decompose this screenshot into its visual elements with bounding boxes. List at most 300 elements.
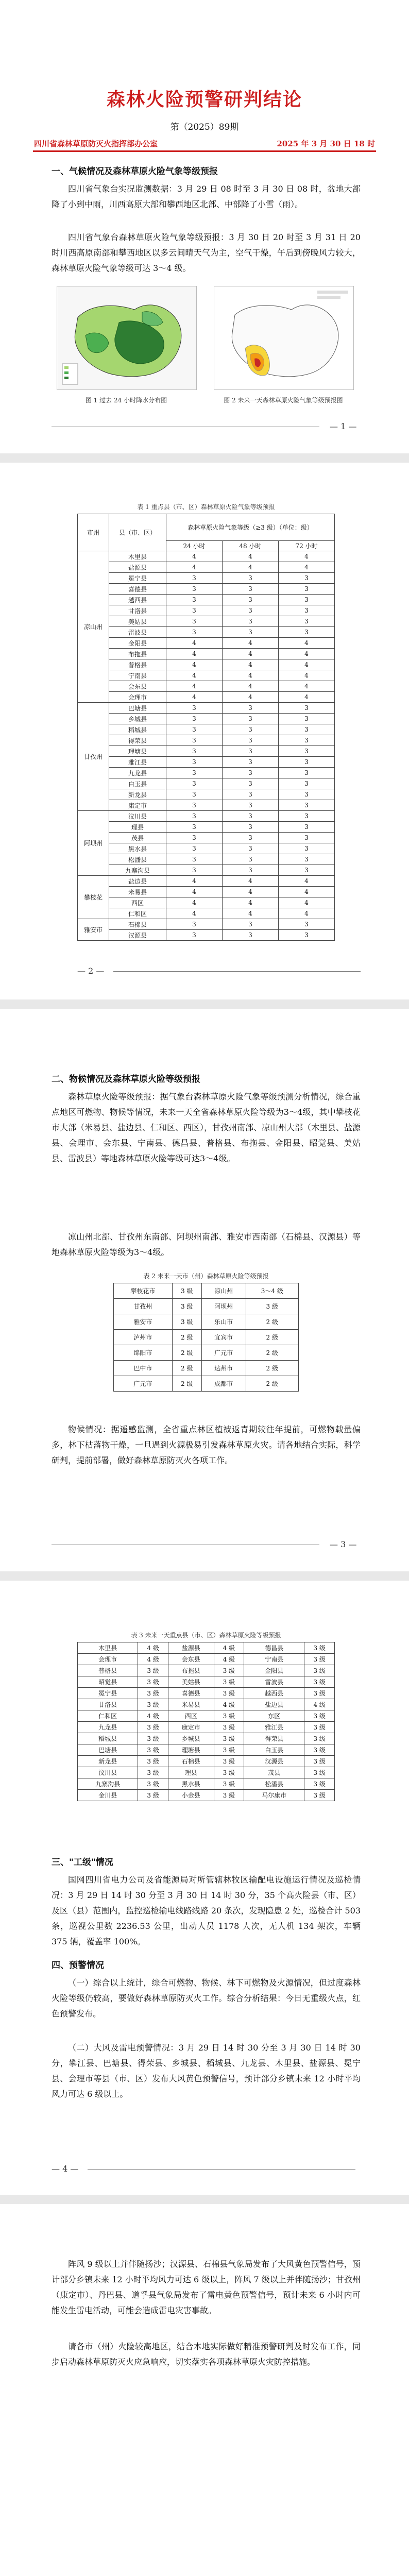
- table-header-48h: 48 小时: [222, 541, 278, 551]
- table-cell-level: 2 级: [246, 1330, 298, 1345]
- table-cell-level: 4: [278, 670, 334, 681]
- table-cell-county: 九寨沟县: [109, 865, 166, 876]
- table-cell-county: 冕宁县: [109, 573, 166, 584]
- table-cell-level: 3 级: [214, 1710, 244, 1722]
- table-cell-level: 3: [278, 811, 334, 822]
- table-cell-level: 4: [278, 681, 334, 692]
- table-header-county: 县（市、区）: [109, 514, 166, 551]
- table-cell-county: 九龙县: [78, 1722, 138, 1733]
- table-cell-county: 理县: [168, 1767, 214, 1778]
- table-cell-county: 石棉县: [109, 919, 166, 930]
- table-cell-county: 理县: [109, 822, 166, 833]
- table-cell-county: 喜德县: [168, 1688, 214, 1699]
- table-row: [78, 649, 335, 659]
- table-cell-county: 越西县: [244, 1688, 304, 1699]
- table-row: [78, 887, 335, 897]
- table-cell-county: 甘洛县: [78, 1699, 138, 1710]
- table-2-caption: 表 2 未来一天市（州）森林草原火险等级预报: [143, 1273, 269, 1280]
- table-row: [78, 1790, 335, 1801]
- table-cell-county: 巴塘县: [78, 1744, 138, 1756]
- section-3-paragraph-2: （一）综合以上统计，综合可燃物、物候、林下可燃物及火源情况，但过度森林火险等级仍较高，要做好森林草原防灭火工作。综合分析结果：今日无重级火点，红色预警发布。: [52, 1978, 361, 2019]
- table-cell-county: 米易县: [109, 887, 166, 897]
- table-cell-county: 盐边县: [109, 876, 166, 887]
- table-cell-region: 攀枝花市: [114, 1283, 173, 1299]
- table-cell-county: 盐边县: [244, 1699, 304, 1710]
- table-row: [78, 714, 335, 724]
- table-cell-level: 4: [278, 551, 334, 562]
- page-separator: [0, 1571, 409, 1581]
- table-row: [78, 800, 335, 811]
- table-cell-level: 3: [278, 616, 334, 627]
- table-cell-county: 仁和区: [78, 1710, 138, 1722]
- table-cell-region: 广元市: [201, 1345, 246, 1361]
- table-cell-level: 3: [166, 724, 223, 735]
- table-cell-region: 雅安市: [114, 1314, 173, 1330]
- table-cell-city: 攀枝花: [78, 876, 109, 919]
- table-cell-level: 3: [278, 746, 334, 757]
- table-cell-level: 3: [222, 605, 278, 616]
- table-row: [78, 627, 335, 638]
- section-1-paragraph-1: 四川省气象台实况监测数据：3 月 29 日 08 时至 3 月 30 日 08 时，盆地大部降了小到中雨，川西高原大部和攀西地区北部、中部降了小雪（雨）。: [52, 184, 361, 209]
- table-row: [78, 908, 335, 919]
- table-cell-county: 汉源县: [109, 930, 166, 941]
- table-cell-county: 得荣县: [244, 1733, 304, 1744]
- figure-1-caption: 图 1 过去 24 小时降水分布图: [85, 397, 167, 404]
- table-row: [78, 1733, 335, 1744]
- table-row: [78, 1665, 335, 1676]
- issuing-unit: 四川省森林草原防灭火指挥部办公室: [34, 139, 158, 148]
- table-cell-level: 3 级: [304, 1665, 335, 1676]
- table-row: [78, 811, 335, 822]
- table-cell-level: 4 级: [214, 1642, 244, 1654]
- table-cell-county: 汶川县: [109, 811, 166, 822]
- table-row: [78, 638, 335, 649]
- table-cell-level: 3: [166, 595, 223, 605]
- table-cell-region: 宜宾市: [201, 1330, 246, 1345]
- table-cell-county: 雷波县: [244, 1676, 304, 1688]
- table-cell-county: 黑水县: [109, 843, 166, 854]
- table-cell-level: 3: [166, 605, 223, 616]
- table-cell-level: 3 级: [138, 1790, 168, 1801]
- table-cell-level: 3: [278, 789, 334, 800]
- table-cell-level: 3: [166, 768, 223, 778]
- table-cell-county: 美姑县: [109, 616, 166, 627]
- table-cell-level: 3: [166, 843, 223, 854]
- table-cell-level: 4: [278, 876, 334, 887]
- page-separator: [0, 453, 409, 463]
- table-cell-level: 3: [278, 714, 334, 724]
- table-cell-region: 甘孜州: [114, 1299, 173, 1314]
- table-cell-county: 金川县: [78, 1790, 138, 1801]
- table-cell-level: 3 级: [304, 1676, 335, 1688]
- table-cell-county: 金阳县: [109, 638, 166, 649]
- table-cell-level: 3 级: [214, 1767, 244, 1778]
- table-cell-level: 3 级: [246, 1299, 298, 1314]
- table-cell-level: 3: [222, 822, 278, 833]
- table-cell-county: 德昌县: [244, 1642, 304, 1654]
- table-cell-county: 黑水县: [168, 1778, 214, 1790]
- table-cell-level: 3: [222, 865, 278, 876]
- table-cell-level: 3 级: [304, 1767, 335, 1778]
- table-cell-level: 3: [166, 757, 223, 768]
- table-row: [78, 595, 335, 605]
- table-cell-level: 3 级: [304, 1790, 335, 1801]
- table-cell-level: 4: [278, 887, 334, 897]
- table-cell-level: 3 级: [214, 1790, 244, 1801]
- table-cell-county: 金阳县: [244, 1665, 304, 1676]
- table-cell-county: 昭觉县: [78, 1676, 138, 1688]
- table-cell-level: 3: [166, 778, 223, 789]
- table-row: [78, 659, 335, 670]
- table-cell-level: 3 级: [138, 1778, 168, 1790]
- table-cell-level: 4 级: [138, 1710, 168, 1722]
- table-cell-level: 3 级: [304, 1654, 335, 1665]
- table-row: [78, 692, 335, 703]
- table-cell-level: 3: [222, 811, 278, 822]
- table-cell-county: 乡城县: [168, 1733, 214, 1744]
- table-cell-level: 3 级: [214, 1676, 244, 1688]
- table-cell-level: 4: [166, 670, 223, 681]
- section-3-heading: 三、"工级"情况: [52, 1857, 113, 1868]
- figure-2-caption: 图 2 未来一天森林草原火险气象等级预报图: [224, 397, 343, 404]
- table-cell-level: 3: [278, 724, 334, 735]
- table-cell-county: 木里县: [109, 551, 166, 562]
- table-cell-county: 康定市: [168, 1722, 214, 1733]
- table-row: [78, 778, 335, 789]
- table-cell-level: 3: [222, 584, 278, 595]
- table-cell-level: 3～4 级: [246, 1283, 298, 1299]
- table-cell-county: 得荣县: [109, 735, 166, 746]
- table-cell-level: 3: [278, 854, 334, 865]
- table-cell-county: 石棉县: [168, 1756, 214, 1767]
- table-cell-level: 3 级: [214, 1756, 244, 1767]
- table-row: [78, 1688, 335, 1699]
- table-cell-level: 3: [166, 714, 223, 724]
- table-cell-level: 4: [222, 876, 278, 887]
- table-cell-region: 绵阳市: [114, 1345, 173, 1361]
- table-cell-level: 3: [222, 930, 278, 941]
- table-cell-county: 康定市: [109, 800, 166, 811]
- table-cell-level: 3: [222, 800, 278, 811]
- table-cell-level: 2 级: [172, 1376, 201, 1392]
- table-cell-county: 乡城县: [109, 714, 166, 724]
- table-cell-level: 3: [166, 573, 223, 584]
- table-cell-level: 3 级: [304, 1710, 335, 1722]
- table-cell-level: 3 级: [304, 1722, 335, 1733]
- table-cell-level: 4: [222, 659, 278, 670]
- table-row: [78, 897, 335, 908]
- table-cell-level: 4: [222, 908, 278, 919]
- table-cell-region: 广元市: [114, 1376, 173, 1392]
- table-cell-county: 理塘县: [168, 1744, 214, 1756]
- table-cell-county: 会理市: [78, 1654, 138, 1665]
- issue-date: 2025 年 3 月 30 日 18 时: [277, 139, 375, 148]
- table-cell-level: 3: [166, 822, 223, 833]
- table-cell-level: 3: [278, 843, 334, 854]
- table-cell-level: 4 级: [138, 1654, 168, 1665]
- table-cell-level: 4: [166, 638, 223, 649]
- table-cell-level: 3: [166, 854, 223, 865]
- table-cell-level: 3: [166, 735, 223, 746]
- table-cell-level: 3 级: [304, 1744, 335, 1756]
- table-cell-level: 3 级: [304, 1642, 335, 1654]
- table-cell-county: 汉源县: [244, 1756, 304, 1767]
- table-cell-level: 4: [166, 908, 223, 919]
- table-cell-level: 4: [222, 692, 278, 703]
- table-cell-county: 九寨沟县: [78, 1778, 138, 1790]
- page-separator: [0, 999, 409, 1009]
- table-header-72h: 72 小时: [278, 541, 334, 551]
- table-row: [78, 833, 335, 843]
- table-cell-level: 3 级: [214, 1722, 244, 1733]
- table-row: [78, 670, 335, 681]
- table-row: [78, 854, 335, 865]
- table-cell-level: 3: [278, 584, 334, 595]
- table-cell-county: 喜德县: [109, 584, 166, 595]
- table-cell-level: 4: [166, 562, 223, 573]
- table-row: [78, 573, 335, 584]
- table-row: [78, 584, 335, 595]
- table-row: [78, 789, 335, 800]
- page-separator: [0, 2195, 409, 2204]
- table-cell-level: 3: [278, 919, 334, 930]
- section-3-paragraph-3: （二）大风及雷电预警情况：3 月 29 日 14 时 30 分至 3 月 30 日 14 时 30 分，攀江县、巴塘县、得荣县、乡城县、稻城县、九龙县、木里县、盐源县、冕宁县、会理市等县（市、区）发布大风黄色预警信号，预计部分乡镇未来 12 小时平均风力可达 6 级以上。: [52, 2043, 361, 2099]
- table-cell-county: 马尔康市: [244, 1790, 304, 1801]
- table-row: [78, 1642, 335, 1654]
- table-cell-level: 3: [278, 800, 334, 811]
- table-cell-level: 3 级: [214, 1688, 244, 1699]
- table-cell-level: 4 级: [214, 1654, 244, 1665]
- table-cell-level: 3: [278, 703, 334, 714]
- header-divider: [33, 150, 376, 152]
- table-cell-level: 3 级: [214, 1778, 244, 1790]
- table-row: [78, 822, 335, 833]
- table-row: [78, 1767, 335, 1778]
- table-cell-county: 雷波县: [109, 627, 166, 638]
- table-cell-county: 仁和区: [109, 908, 166, 919]
- table-cell-level: 3: [222, 746, 278, 757]
- table-cell-level: 3 级: [138, 1767, 168, 1778]
- table-cell-level: 3: [166, 865, 223, 876]
- table-row: [114, 1299, 299, 1314]
- table-cell-region: 巴中市: [114, 1361, 173, 1376]
- table-cell-county: 普格县: [78, 1665, 138, 1676]
- page-footer-line: [113, 971, 361, 972]
- table-cell-county: 稻城县: [78, 1733, 138, 1744]
- table-cell-level: 4 级: [138, 1642, 168, 1654]
- table-cell-county: 会理市: [109, 692, 166, 703]
- table-row: [78, 724, 335, 735]
- table-row: [78, 930, 335, 941]
- table-row: [78, 703, 335, 714]
- table-cell-region: 阿坝州: [201, 1299, 246, 1314]
- table-cell-county: 新龙县: [78, 1756, 138, 1767]
- table-cell-county: 布拖县: [109, 649, 166, 659]
- table-row: [78, 605, 335, 616]
- table-cell-level: 3: [222, 919, 278, 930]
- table-cell-level: 3: [222, 843, 278, 854]
- table-row: [78, 919, 335, 930]
- table-cell-level: 3 级: [138, 1676, 168, 1688]
- table-cell-level: 3: [278, 605, 334, 616]
- table-cell-county: 白玉县: [109, 778, 166, 789]
- table-cell-city: 凉山州: [78, 551, 109, 703]
- table-cell-level: 4 级: [214, 1699, 244, 1710]
- table-cell-level: 3: [222, 595, 278, 605]
- table-cell-level: 3: [166, 584, 223, 595]
- table-cell-county: 越西县: [109, 595, 166, 605]
- table-cell-level: 2 级: [246, 1314, 298, 1330]
- table-row: [114, 1283, 299, 1299]
- table-cell-county: 巴塘县: [109, 703, 166, 714]
- table-cell-county: 会东县: [168, 1654, 214, 1665]
- table-cell-county: 雅江县: [244, 1722, 304, 1733]
- table-cell-region: 泸州市: [114, 1330, 173, 1345]
- table-row: [114, 1361, 299, 1376]
- table-cell-level: 3: [222, 573, 278, 584]
- table-cell-level: 3 级: [138, 1699, 168, 1710]
- table-cell-level: 2 级: [246, 1376, 298, 1392]
- table-cell-level: 4: [166, 659, 223, 670]
- table-cell-level: 3: [166, 703, 223, 714]
- issue-number: 第（2025）89期: [170, 122, 239, 132]
- table-cell-level: 4: [166, 649, 223, 659]
- table-cell-level: 3: [166, 833, 223, 843]
- table-cell-level: 3: [278, 757, 334, 768]
- table-cell-level: 3: [278, 735, 334, 746]
- table-cell-level: 4: [222, 681, 278, 692]
- section-1-paragraph-2: 四川省气象台森林草原火险气象等级预报：3 月 30 日 20 时至 3 月 31 日 20 时川西高原南部和攀西地区以多云间晴天气为主，空气干燥，午后到傍晚风力较大，森林草原火险气象等级可达 3～4 级。: [52, 232, 361, 273]
- county-fire-risk-table: [77, 1642, 335, 1801]
- table-cell-county: 松潘县: [244, 1778, 304, 1790]
- table-cell-county: 小金县: [168, 1790, 214, 1801]
- table-row: [78, 768, 335, 778]
- table-cell-county: 松潘县: [109, 854, 166, 865]
- table-cell-level: 3 级: [304, 1778, 335, 1790]
- table-cell-county: 西区: [168, 1710, 214, 1722]
- section-2-paragraph-1: 森林草原火险等级预报：据气象台森林草原火险气象等级预测分析情况，综合重点地区可燃物、物候等情况，未来一天全省森林草原火险等级为3～4级，其中攀枝花市大部（米易县、盐边县、仁和区、西区），甘孜州南部、凉山州大部（木里县、盐源县、会理市、会东县、宁南县、德昌县、普格县、布拖县、金阳县、昭觉县、美姑县、雷波县）等地森林草原火险等级可达3～4级。: [52, 1092, 361, 1163]
- table-cell-level: 3: [222, 757, 278, 768]
- table-cell-level: 4: [222, 649, 278, 659]
- table-cell-level: 4: [166, 876, 223, 887]
- table-cell-level: 4: [278, 692, 334, 703]
- table-row: [78, 616, 335, 627]
- table-cell-level: 3: [278, 573, 334, 584]
- table-cell-county: 九龙县: [109, 768, 166, 778]
- table-cell-county: 盐源县: [168, 1642, 214, 1654]
- table-cell-level: 4: [222, 562, 278, 573]
- table-cell-level: 3 级: [172, 1299, 201, 1314]
- table-cell-level: 2 级: [172, 1361, 201, 1376]
- table-cell-level: 3: [222, 778, 278, 789]
- table-row: [78, 1676, 335, 1688]
- table-cell-county: 木里县: [78, 1642, 138, 1654]
- table-cell-county: 西区: [109, 897, 166, 908]
- table-cell-county: 理塘县: [109, 746, 166, 757]
- table-cell-level: 3: [166, 919, 223, 930]
- table-row: [78, 1710, 335, 1722]
- table-cell-county: 盐源县: [109, 562, 166, 573]
- table-cell-county: 甘洛县: [109, 605, 166, 616]
- table-cell-region: 凉山州: [201, 1283, 246, 1299]
- table-row: [78, 562, 335, 573]
- document-title: 森林火险预警研判结论: [106, 89, 302, 110]
- table-cell-level: 3 级: [172, 1314, 201, 1330]
- table-cell-level: 3: [166, 616, 223, 627]
- table-header-level: 森林草原火险气象等级（≥3 级）（单位：级）: [166, 514, 335, 541]
- page-number: — 3 —: [330, 1539, 357, 1549]
- table-cell-level: 3: [222, 768, 278, 778]
- city-fire-risk-table: [113, 1283, 299, 1392]
- table-cell-level: 3: [278, 768, 334, 778]
- table-row: [78, 551, 335, 562]
- table-cell-level: 4: [278, 908, 334, 919]
- table-cell-county: 美姑县: [168, 1676, 214, 1688]
- table-cell-region: 成都市: [201, 1376, 246, 1392]
- table-cell-level: 3: [166, 789, 223, 800]
- section-4-paragraph-1: 阵风 9 级以上并伴随扬沙；汉源县、石棉县气象局发布了大风黄色预警信号，预计部分乡镇未来 12 小时平均风力可达 6 级以上，阵风 7 级以上并伴随扬沙；甘孜州（康定市）、丹巴县、道孚县气象局发布了雷电黄色预警信号，预计未来 6 小时内可能发生雷电活动，可能会造成雷电灾害事故。: [52, 2259, 361, 2315]
- table-row: [114, 1314, 299, 1330]
- table-cell-level: 4: [166, 681, 223, 692]
- table-cell-level: 3: [222, 735, 278, 746]
- table-cell-level: 4: [278, 638, 334, 649]
- table-row: [114, 1345, 299, 1361]
- page-number: — 4 —: [52, 2164, 79, 2174]
- table-cell-level: 4: [222, 551, 278, 562]
- table-cell-level: 4: [278, 649, 334, 659]
- table-cell-level: 3 级: [172, 1283, 201, 1299]
- table-cell-level: 3: [278, 778, 334, 789]
- table-cell-county: 茂县: [109, 833, 166, 843]
- page-number: — 1 —: [330, 421, 357, 431]
- table-row: [78, 735, 335, 746]
- table-cell-level: 4: [278, 562, 334, 573]
- table-cell-level: 3: [222, 789, 278, 800]
- table-cell-level: 3 级: [138, 1744, 168, 1756]
- table-cell-level: 4: [222, 638, 278, 649]
- page-number: — 2 —: [77, 966, 105, 976]
- table-row: [78, 1722, 335, 1733]
- table-cell-level: 3: [278, 865, 334, 876]
- table-row: [78, 1756, 335, 1767]
- table-cell-level: 3: [222, 724, 278, 735]
- table-row: [78, 757, 335, 768]
- table-cell-level: 3 级: [214, 1733, 244, 1744]
- table-cell-level: 4: [166, 551, 223, 562]
- table-cell-level: 3: [278, 822, 334, 833]
- table-3-caption: 表 3 未来一天重点县（市、区）森林草原火险等级预报: [131, 1632, 281, 1639]
- table-cell-level: 3 级: [214, 1744, 244, 1756]
- table-cell-level: 3 级: [304, 1733, 335, 1744]
- table-cell-level: 3: [166, 627, 223, 638]
- table-cell-level: 3: [278, 595, 334, 605]
- table-cell-level: 3: [222, 714, 278, 724]
- section-2-phenology-paragraph: 物候情况：据遥感监测，全省重点林区植被返青期较往年提前，可燃物载量偏多，林下枯落物干燥，一旦遇到火源极易引发森林草原火灾。请各地结合实际，科学研判，提前部署，做好森林草原防灭火各项工作。: [52, 1425, 361, 1465]
- section-3-paragraph-1: 国网四川省电力公司及省能源局对所管辖林牧区输配电设施运行情况及巡检情况：3 月 29 日 14 时 30 分至 3 月 30 日 14 时 30 分，35 个高火险县（市、区）及区（县）范围内，监控巡检输电线路线路 20 条次，发现隐患 2 处，巡检合计 503 条，巡视公里数 2236.53 公里，出动人员 1178 人次，无人机 134 架次，车辆 375 辆，覆盖率 100%。: [52, 1875, 361, 1946]
- table-cell-level: 3: [222, 854, 278, 865]
- table-cell-level: 3 级: [214, 1665, 244, 1676]
- page-footer-line: [88, 2169, 355, 2170]
- table-cell-city: 阿坝州: [78, 811, 109, 876]
- section-4-heading: 四、预警情况: [52, 1960, 104, 1971]
- table-cell-county: 汶川县: [78, 1767, 138, 1778]
- table-cell-county: 米易县: [168, 1699, 214, 1710]
- table-cell-level: 3: [166, 811, 223, 822]
- table-cell-level: 3: [222, 703, 278, 714]
- table-cell-county: 茂县: [244, 1767, 304, 1778]
- table-cell-level: 2 级: [246, 1345, 298, 1361]
- table-row: [78, 681, 335, 692]
